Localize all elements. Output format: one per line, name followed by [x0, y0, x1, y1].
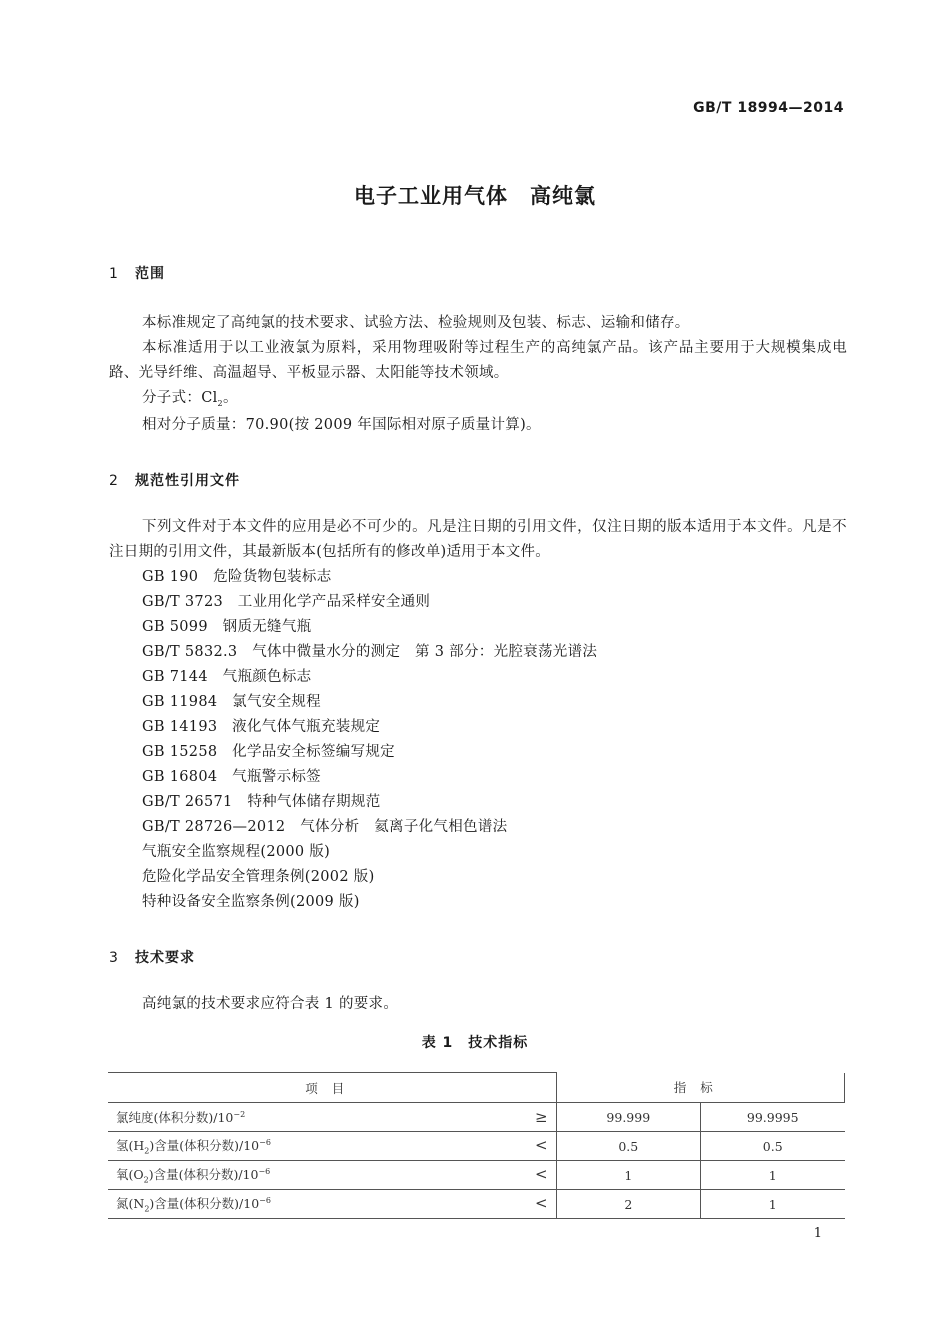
- row-value-1: 1: [556, 1161, 700, 1190]
- section-2-intro: 下列文件对于本文件的应用是必不可少的。凡是注日期的引用文件，仅注日期的版本适用于本文件。凡是不注日期的引用文件，其最新版本(包括所有的修改单)适用于本文件。: [109, 519, 847, 560]
- reference-item: 危险化学品安全管理条例(2002 版): [142, 869, 375, 885]
- reference-item: GB/T 5832.3 气体中微量水分的测定 第 3 部分：光腔衰荡光谱法: [142, 644, 598, 660]
- row-value-2: 1: [700, 1161, 844, 1190]
- section-2-title: 规范性引用文件: [135, 473, 240, 489]
- row-item: 氧$(O_2)$含量(体积分数)$/10^{-6}$ <: [108, 1161, 556, 1190]
- row-value-2: 0.5: [700, 1132, 844, 1161]
- reference-item: GB 190 危险货物包装标志: [142, 569, 332, 585]
- reference-item: GB/T 3723 工业用化学产品采样安全通则: [142, 594, 431, 610]
- formula-element: Cl: [201, 390, 218, 406]
- molecular-mass: 相对分子质量：70.90(按 2009 年国际相对原子质量计算)。: [142, 417, 541, 433]
- document-title: 电子工业用气体 高纯氯: [354, 184, 596, 208]
- reference-item: GB 5099 钢质无缝气瓶: [142, 619, 312, 635]
- comparison-symbol: <: [535, 1194, 548, 1213]
- row-value-1: 2: [556, 1190, 700, 1219]
- section-3-title: 技术要求: [135, 950, 195, 966]
- section-1-para-2: 本标准适用于以工业液氯为原料，采用物理吸附等过程生产的高纯氯产品。该产品主要用于大规模集成电路、光导纤维、高温超导、平板显示器、太阳能等技术领域。: [109, 340, 847, 381]
- header-item: 项目: [108, 1073, 556, 1103]
- table-row: [108, 1161, 845, 1190]
- comparison-symbol: ≥: [535, 1108, 548, 1126]
- reference-item: 气瓶安全监察规程(2000 版): [142, 844, 331, 860]
- reference-item: GB 16804 气瓶警示标签: [142, 769, 321, 785]
- formula-end: 。: [222, 390, 238, 406]
- row-item: 氢$(H_2)$含量(体积分数)$/10^{-6}$ <: [108, 1132, 556, 1161]
- comparison-symbol: <: [535, 1136, 548, 1155]
- row-value-1: 0.5: [556, 1132, 700, 1161]
- section-1-number: 1: [109, 266, 119, 282]
- formula-label: 分子式：: [142, 390, 202, 406]
- reference-item: GB 11984 氯气安全规程: [142, 694, 321, 710]
- section-1-title: 范围: [135, 266, 165, 282]
- reference-item: GB/T 26571 特种气体储存期规范: [142, 794, 381, 810]
- reference-item: GB 15258 化学品安全标签编写规定: [142, 744, 395, 760]
- technical-index-table: [108, 1072, 845, 1219]
- header-index: 指标: [556, 1073, 844, 1103]
- row-item: 氯纯度(体积分数)$/10^{-2}$ ≥: [108, 1103, 556, 1132]
- section-1-para-1: 本标准规定了高纯氯的技术要求、试验方法、检验规则及包装、标志、运输和储存。: [142, 315, 690, 331]
- section-2-number: 2: [109, 473, 119, 489]
- table-row: [108, 1190, 845, 1219]
- section-2-heading: [109, 470, 240, 490]
- reference-item: GB/T 28726—2012 气体分析 氦离子化气相色谱法: [142, 819, 508, 835]
- row-value-2: 1: [700, 1190, 844, 1219]
- table-row: [108, 1132, 845, 1161]
- section-3-number: 3: [109, 950, 119, 966]
- reference-item: GB 7144 气瓶颜色标志: [142, 669, 312, 685]
- section-3-intro: 高纯氯的技术要求应符合表 1 的要求。: [142, 996, 399, 1012]
- row-item: 氮$(N_2)$含量(体积分数)$/10^{-6}$ <: [108, 1190, 556, 1219]
- molecular-formula: [142, 386, 238, 416]
- formula-subscript: 2: [217, 398, 223, 408]
- reference-item: GB 14193 液化气体气瓶充装规定: [142, 719, 381, 735]
- page-number: 1: [813, 1226, 822, 1241]
- section-3-heading: [109, 947, 195, 967]
- table-header-row: [108, 1073, 845, 1103]
- row-value-2: 99.9995: [700, 1103, 844, 1132]
- row-value-1: 99.999: [556, 1103, 700, 1132]
- table-caption: 表 1 技术指标: [421, 1035, 529, 1051]
- reference-item: 特种设备安全监察条例(2009 版): [142, 894, 360, 910]
- table-row: [108, 1103, 845, 1132]
- standard-code: GB/T 18994—2014: [693, 100, 844, 116]
- section-1-heading: [109, 263, 165, 283]
- comparison-symbol: <: [535, 1165, 548, 1184]
